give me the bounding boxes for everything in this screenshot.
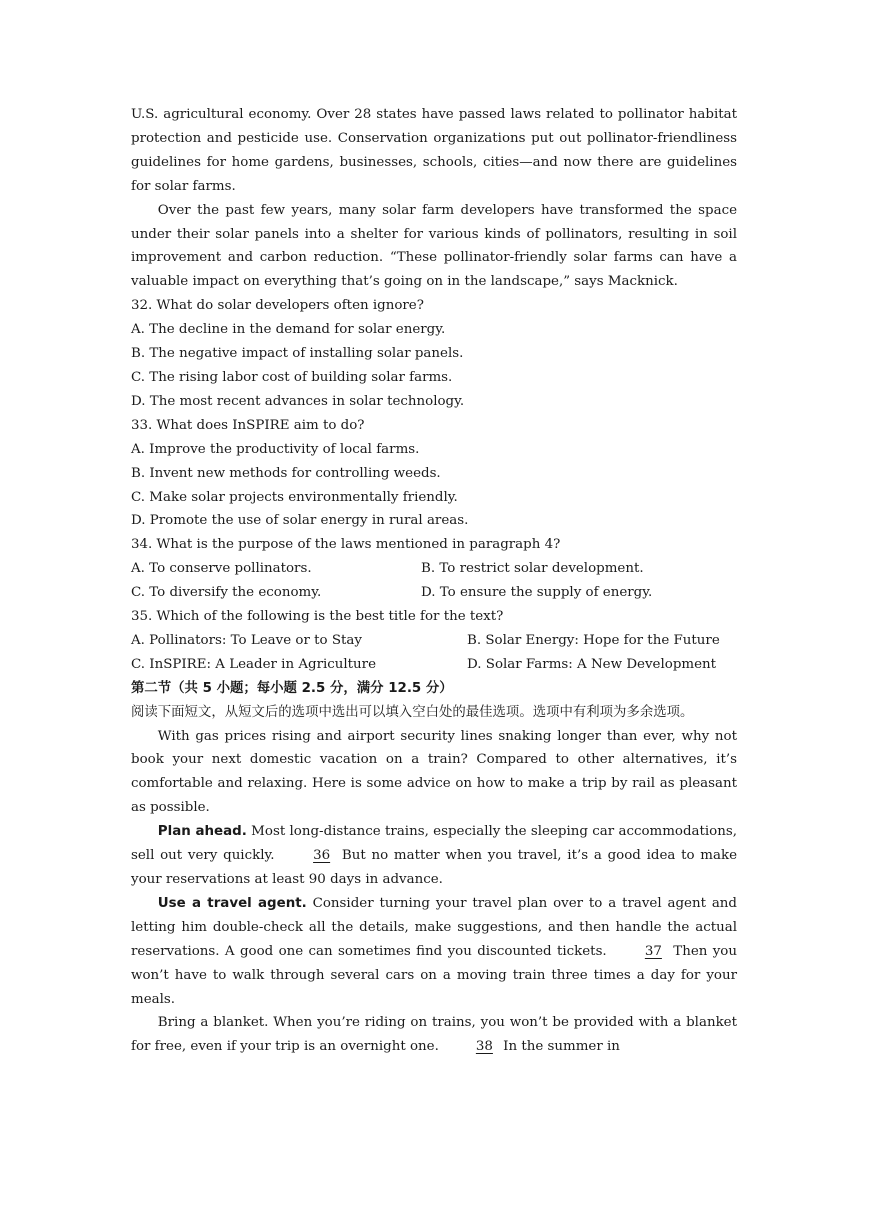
blanket-text-a: Bring a blanket. When you’re riding on trains, you won’t be provided with a blanket for free, even if your trip is an overnight one.: [131, 1015, 737, 1055]
question-35-stem: 35. Which of the following is the best title for the text?: [131, 609, 504, 625]
cloze-paragraph-plan-ahead: [131, 820, 737, 892]
question-35-options-row-2: [131, 653, 737, 677]
question-32-option-b: B. The negative impact of installing solar panels.: [131, 346, 464, 362]
cloze-paragraph-blanket: [131, 1011, 737, 1059]
question-35-option-c: C. InSPIRE: A Leader in Agriculture: [131, 656, 376, 672]
blanket-text-b: In the summer in: [498, 1039, 620, 1055]
plan-ahead-text-a: Most long-distance trains, especially the sleeping car accommodations, sell out very quickly.: [131, 824, 737, 864]
question-32-option-c: C. The rising labor cost of building solar farms.: [131, 369, 453, 385]
question-33-option-a: A. Improve the productivity of local farms.: [131, 441, 420, 457]
passage-paragraph-continued: U.S. agricultural economy. Over 28 states have passed laws related to pollinator habitat protection and pesticide use. Conservation organizations put out pollinator-friendliness guidelines for home gardens, businesses, schools, cities—and now there are guidelines for solar farms.: [131, 107, 737, 194]
question-34-option-c: C. To diversify the economy.: [131, 585, 322, 601]
section-2-heading: 第二节（共 5 小题；每小题 2.5 分，满分 12.5 分）: [131, 680, 453, 696]
question-32-option-d: D. The most recent advances in solar technology.: [131, 393, 465, 409]
cloze-paragraph-travel-agent: [131, 892, 737, 1012]
travel-agent-text-a: Consider turning your travel plan over to a travel agent and letting him double-check all the details, make suggestions, and then handle the actual reservations. A good one can sometimes find you discounted tickets.: [131, 895, 737, 959]
question-35-option-d: D. Solar Farms: A New Development: [467, 656, 717, 672]
travel-agent-text-b: Then you won’t have to walk through several cars on a moving train three times a day for your meals.: [131, 943, 737, 1007]
passage-paragraph-final: Over the past few years, many solar farm developers have transformed the space under their solar panels into a shelter for various kinds of pollinators, resulting in soil improvement and carbon reduction. “These pollinator-friendly solar farms can have a valuable impact on everything that’s going on in the landscape,” says Macknick.: [131, 202, 737, 290]
blank-36: 36: [313, 848, 331, 864]
question-34-options-row-2: [131, 581, 737, 605]
question-32-option-a: A. The decline in the demand for solar energy.: [131, 322, 446, 338]
question-33-option-c: C. Make solar projects environmentally friendly.: [131, 489, 458, 505]
section-2-instruction: 阅读下面短文，从短文后的选项中选出可以填入空白处的最佳选项。选项中有利项为多余选项。: [131, 704, 694, 720]
question-35-option-b: B. Solar Energy: Hope for the Future: [467, 632, 720, 648]
cloze-intro-paragraph: With gas prices rising and airport security lines snaking longer than ever, why not book your next domestic vacation on a train? Compared to other alternatives, it’s comfortable and relaxing. Here is some advice on how to make a trip by rail as pleasant as possible.: [131, 728, 737, 816]
blank-38: 38: [475, 1039, 493, 1055]
question-34-options-row-1: [131, 557, 737, 581]
question-34-option-a: A. To conserve pollinators.: [131, 561, 312, 577]
question-33-option-b: B. Invent new methods for controlling weeds.: [131, 465, 441, 481]
question-35-option-a: A. Pollinators: To Leave or to Stay: [131, 632, 362, 648]
blank-37: 37: [644, 943, 662, 959]
plan-ahead-text-b: But no matter when you travel, it’s a good idea to make your reservations at least 90 days in advance.: [131, 848, 737, 887]
question-32-stem: 32. What do solar developers often ignore?: [131, 298, 424, 314]
question-34-option-d: D. To ensure the supply of energy.: [421, 585, 653, 601]
document-page: [131, 103, 737, 1059]
question-33-option-d: D. Promote the use of solar energy in rural areas.: [131, 513, 469, 529]
question-34-stem: 34. What is the purpose of the laws mentioned in paragraph 4?: [131, 537, 561, 553]
question-35-options-row-1: [131, 629, 737, 653]
question-33-stem: 33. What does InSPIRE aim to do?: [131, 417, 365, 433]
plan-ahead-title: Plan ahead.: [157, 824, 247, 840]
question-34-option-b: B. To restrict solar development.: [421, 561, 644, 577]
travel-agent-title: Use a travel agent.: [157, 895, 307, 911]
